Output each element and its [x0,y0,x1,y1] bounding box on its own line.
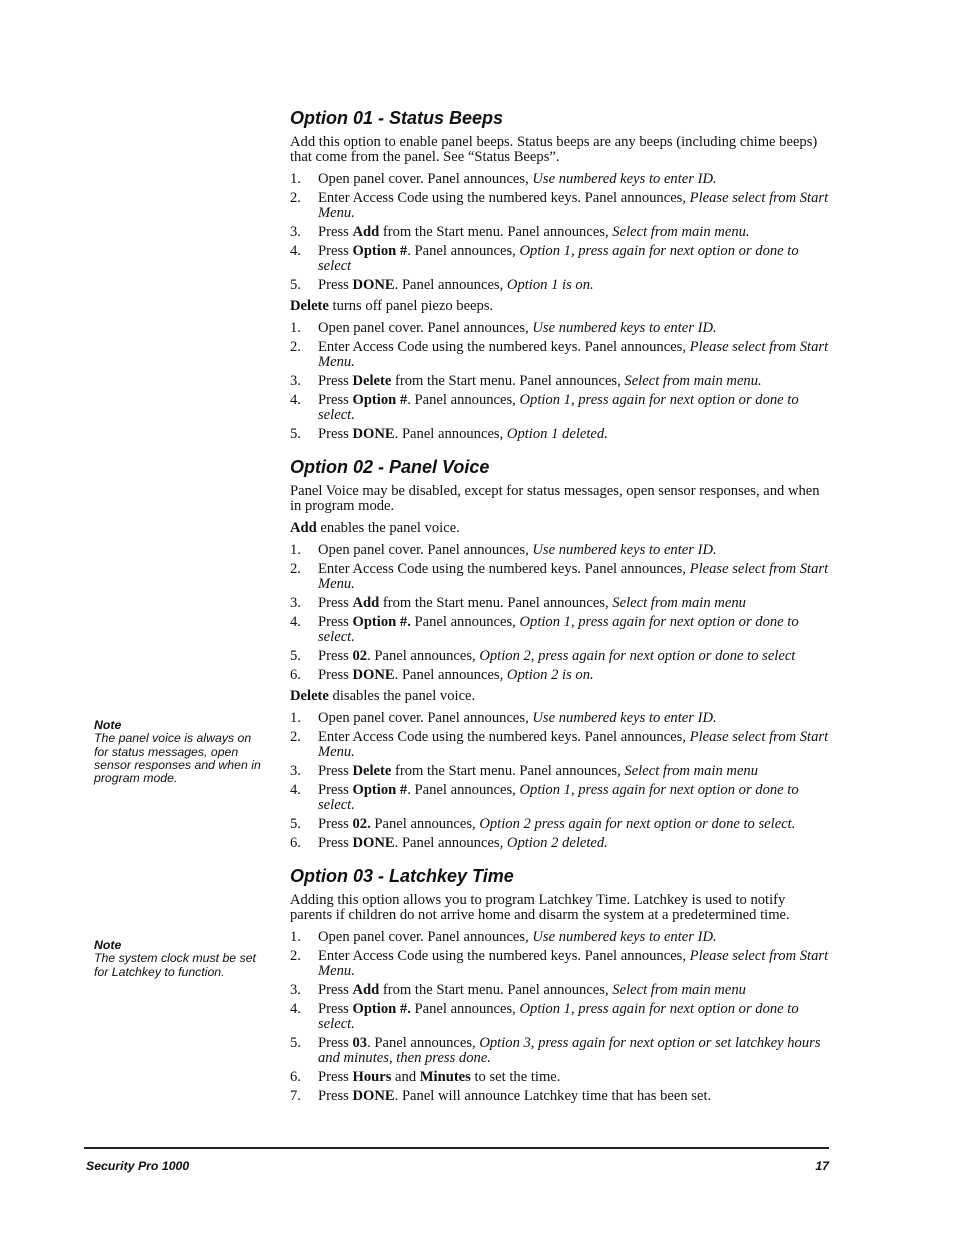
list-item [290,615,830,645]
italic-text: Please select from Start Menu. [318,561,829,592]
text-run: Press [318,392,353,408]
bold-text: Add [290,520,317,536]
bold-text: Delete [290,298,329,314]
text-run: and [391,1069,420,1085]
step-text [318,278,830,293]
list-item [290,225,830,240]
step-list [290,321,830,442]
list-item [290,930,830,945]
italic-text: Option 1, press again for next option or done to select. [318,614,799,645]
text-run: Enter Access Code using the numbered keys. Panel announces, [318,729,690,745]
step-number: 4. [290,614,301,630]
text-run: from the Start menu. Panel announces, [391,763,625,779]
step-text [318,949,830,979]
step-text [318,1002,830,1032]
section-option-2 [290,456,830,851]
bold-text: 03 [352,1035,368,1051]
italic-text: Option 1, press again for next option or done to select [318,243,799,274]
list-item [290,649,830,664]
step-text [318,427,830,442]
italic-text: Use numbered keys to enter ID. [532,710,717,726]
list-item [290,172,830,187]
step-text [318,668,830,683]
list-item [290,393,830,423]
text-run: Panel announces, [410,1001,520,1017]
paragraph [290,484,830,514]
text-run: . Panel announces, [367,648,480,664]
list-item [290,1036,830,1066]
text-run: . Panel announces, [407,782,520,798]
text-run: Press [318,373,353,389]
italic-text: Option 2 press again for next option or done to select. [479,816,796,832]
text-run: Enter Access Code using the numbered keys. Panel announces, [318,948,690,964]
italic-text: Use numbered keys to enter ID. [532,320,717,336]
step-number: 3. [290,982,301,998]
text-run: Press [318,1088,353,1104]
step-text [318,730,830,760]
bold-text: Add [352,982,380,998]
step-number: 5. [290,816,301,832]
italic-text: Please select from Start Menu. [318,190,829,221]
step-text [318,1036,830,1066]
step-text [318,983,830,998]
step-list [290,543,830,683]
note-title: Note [94,718,122,732]
italic-text: Option 3, press again for next option or set latchkey hours and minutes, then press done. [318,1035,821,1066]
italic-text: Select from main menu [612,982,746,998]
bold-text: Option # [352,392,408,408]
step-text [318,543,830,558]
step-number: 5. [290,277,301,293]
step-number: 6. [290,1069,301,1085]
text-run: Press [318,224,353,240]
step-number: 3. [290,595,301,611]
step-text [318,1070,830,1085]
text-run: disables the panel voice. [328,688,476,704]
italic-text: Option 1, press again for next option or done to select. [318,1001,799,1032]
step-text [318,340,830,370]
step-list [290,711,830,851]
step-number: 2. [290,190,301,206]
italic-text: Please select from Start Menu. [318,729,829,760]
section-title: Option 01 - Status Beeps [290,108,504,128]
text-run: Press [318,426,353,442]
italic-text: Option 2 deleted. [506,835,608,851]
list-item [290,730,830,760]
note-title: Note [94,938,122,952]
list-item [290,764,830,779]
bold-text: Add [352,595,380,611]
margin-note-panel-voice [94,719,264,785]
step-number: 2. [290,339,301,355]
text-run: Enter Access Code using the numbered keys. Panel announces, [318,339,690,355]
italic-text: Please select from Start Menu. [318,339,829,370]
text-run: turns off panel piezo beeps. [328,298,494,314]
step-number: 1. [290,542,301,558]
italic-text: Option 1 is on. [506,277,594,293]
text-run: . Panel will announce Latchkey time that has been set. [394,1088,712,1104]
bold-text: DONE [352,1088,395,1104]
paragraph [290,689,830,704]
step-text [318,764,830,779]
bold-text: DONE [352,835,395,851]
step-list [290,930,830,1104]
section-title: Option 03 - Latchkey Time [290,866,514,886]
page-footer [86,1159,829,1173]
list-item [290,543,830,558]
step-number: 4. [290,782,301,798]
text-run: from the Start menu. Panel announces, [391,373,625,389]
italic-text: Select from main menu [624,763,759,779]
bold-text: 02 [352,648,368,664]
text-run: Open panel cover. Panel announces, [318,929,533,945]
step-number: 5. [290,426,301,442]
list-item [290,244,830,274]
section-option-1 [290,107,830,442]
step-text [318,930,830,945]
list-item [290,711,830,726]
step-text [318,649,830,664]
margin-note-system-clock [94,939,264,979]
text-run: Press [318,648,353,664]
list-item [290,321,830,336]
text-run: enables the panel voice. [316,520,460,536]
step-text [318,783,830,813]
step-text [318,191,830,221]
list-item [290,278,830,293]
italic-text: Please select from Start Menu. [318,948,829,979]
list-item [290,836,830,851]
italic-text: Select from main menu [612,595,746,611]
step-number: 3. [290,763,301,779]
list-item [290,1002,830,1032]
bold-text: Option #. [352,614,411,630]
footer-rule [84,1147,829,1149]
text-run: to set the time. [470,1069,561,1085]
step-text [318,393,830,423]
footer-product-name: Security Pro 1000 [86,1159,190,1173]
text-run: Press [318,835,353,851]
text-run: Panel Voice may be disabled, except for status messages, open sensor responses, and when in program mode. [290,483,820,514]
step-number: 3. [290,224,301,240]
italic-text: Option 1 deleted. [506,426,608,442]
bold-text: Hours [352,1069,392,1085]
bold-text: Option # [352,243,408,259]
step-text [318,244,830,274]
text-run: Panel announces, [410,614,520,630]
step-number: 2. [290,561,301,577]
step-text [318,1089,830,1104]
text-run: from the Start menu. Panel announces, [379,224,613,240]
step-number: 2. [290,948,301,964]
text-run: Press [318,614,353,630]
step-number: 4. [290,243,301,259]
text-run: Press [318,1069,353,1085]
list-item [290,949,830,979]
bold-text: DONE [352,277,395,293]
text-run: . Panel announces, [394,277,507,293]
italic-text: Use numbered keys to enter ID. [532,171,717,187]
text-run: Enter Access Code using the numbered keys. Panel announces, [318,190,690,206]
step-text [318,172,830,187]
section-title: Option 02 - Panel Voice [290,457,490,477]
text-run: Press [318,782,353,798]
paragraph [290,299,830,314]
paragraph [290,521,830,536]
paragraph [290,893,830,923]
text-run: Press [318,816,353,832]
bold-text: Delete [352,373,392,389]
bold-text: Add [352,224,380,240]
text-run: Open panel cover. Panel announces, [318,320,533,336]
step-text [318,711,830,726]
bold-text: Minutes [419,1069,471,1085]
step-text [318,615,830,645]
italic-text: Option 1, press again for next option or done to select. [318,782,799,813]
text-run: . Panel announces, [367,1035,480,1051]
list-item [290,191,830,221]
step-text [318,596,830,611]
step-text [318,817,830,832]
list-item [290,340,830,370]
main-content [290,107,830,1118]
text-run: . Panel announces, [407,243,520,259]
text-run: Press [318,1035,353,1051]
text-run: . Panel announces, [394,835,507,851]
text-run: Press [318,243,353,259]
step-number: 1. [290,171,301,187]
text-run: Enter Access Code using the numbered keys. Panel announces, [318,561,690,577]
text-run: Open panel cover. Panel announces, [318,542,533,558]
list-item [290,562,830,592]
list-item [290,374,830,389]
note-text: The system clock must be set for Latchkey to function. [94,951,256,979]
italic-text: Option 2 is on. [506,667,594,683]
step-text [318,321,830,336]
step-number: 4. [290,392,301,408]
list-item [290,983,830,998]
text-run: Press [318,595,353,611]
step-number: 6. [290,667,301,683]
bold-text: DONE [352,426,395,442]
paragraph [290,135,830,165]
list-item [290,1089,830,1104]
italic-text: Select from main menu. [612,224,750,240]
text-run: Add this option to enable panel beeps. Status beeps are any beeps (including chime beeps) that come from the panel. See “Status Beeps”. [290,134,818,165]
bold-text: Delete [290,688,329,704]
step-number: 7. [290,1088,301,1104]
list-item [290,596,830,611]
step-number: 2. [290,729,301,745]
step-text [318,836,830,851]
text-run: . Panel announces, [394,667,507,683]
list-item [290,817,830,832]
list-item [290,668,830,683]
note-text: The panel voice is always on for status messages, open sensor responses and when in program mode. [94,731,261,786]
italic-text: Option 2, press again for next option or done to select [479,648,796,664]
bold-text: 02. [352,816,371,832]
text-run: Open panel cover. Panel announces, [318,710,533,726]
step-list [290,172,830,293]
step-number: 4. [290,1001,301,1017]
step-number: 6. [290,835,301,851]
text-run: . Panel announces, [407,392,520,408]
italic-text: Option 1, press again for next option or done to select. [318,392,799,423]
page-number: 17 [815,1159,829,1173]
text-run: Press [318,1001,353,1017]
section-option-3 [290,865,830,1104]
step-text [318,562,830,592]
text-run: from the Start menu. Panel announces, [379,595,613,611]
bold-text: DONE [352,667,395,683]
step-text [318,374,830,389]
text-run: Press [318,277,353,293]
text-run: Panel announces, [370,816,480,832]
step-number: 1. [290,710,301,726]
list-item [290,427,830,442]
text-run: Adding this option allows you to program Latchkey Time. Latchkey is used to notify parents if children do not arrive home and disarm the system at a predetermined time. [290,892,790,923]
list-item [290,1070,830,1085]
step-number: 5. [290,1035,301,1051]
step-number: 1. [290,929,301,945]
step-number: 5. [290,648,301,664]
step-number: 3. [290,373,301,389]
bold-text: Delete [352,763,392,779]
text-run: Open panel cover. Panel announces, [318,171,533,187]
bold-text: Option #. [352,1001,411,1017]
text-run: Press [318,982,353,998]
step-text [318,225,830,240]
list-item [290,783,830,813]
text-run: Press [318,667,353,683]
italic-text: Use numbered keys to enter ID. [532,542,717,558]
italic-text: Select from main menu. [624,373,762,389]
bold-text: Option # [352,782,408,798]
italic-text: Use numbered keys to enter ID. [532,929,717,945]
text-run: from the Start menu. Panel announces, [379,982,613,998]
text-run: . Panel announces, [394,426,507,442]
text-run: Press [318,763,353,779]
step-number: 1. [290,320,301,336]
